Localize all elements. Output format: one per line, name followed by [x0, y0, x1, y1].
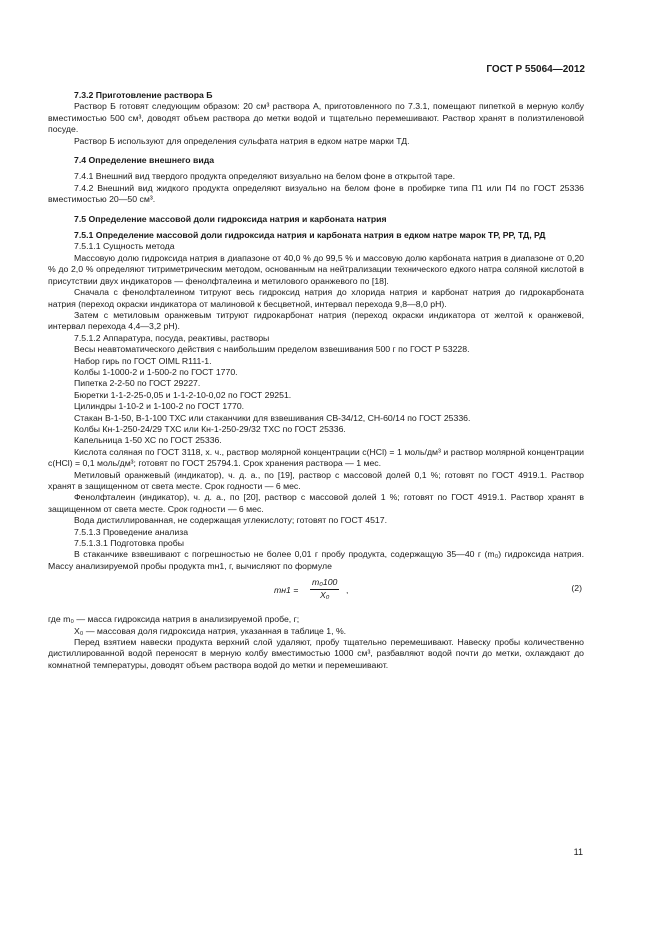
- paragraph: Затем с метиловым оранжевым титруют гидрокарбонат натрия (переход окраски индикатора от желтой к оранжевой, интервал перехода 4,4—3,2 рН).: [48, 309, 584, 332]
- reagent-methyl-orange: Метиловый оранжевый (индикатор), ч. д. а., по [19], раствор с массовой долей 0,1 %; готовят по ГОСТ 4919.1. Раствор хранят в защищенном от света месте. Срок годности — 6 мес.: [48, 469, 584, 491]
- formula-2: [48, 575, 584, 609]
- paragraph: Раствор Б используют для определения сульфата натрия в едком натре марки ТД.: [74, 135, 410, 146]
- equipment-item: Весы неавтоматического действия с наибольшим пределом взвешивания 500 г по ГОСТ Р 53228.: [74, 344, 470, 355]
- page-number: 11: [573, 847, 583, 857]
- equipment-item: Набор гирь по ГОСТ OIML R111-1.: [74, 355, 212, 366]
- equipment-item: Бюретки 1-1-2-25-0,05 и 1-1-2-10-0,02 по ГОСТ 29251.: [74, 389, 292, 400]
- equipment-item: Стакан В-1-50, В-1-100 ТХС или стаканчики для взвешивания СВ-34/12, СН-60/14 по ГОСТ 25336.: [74, 412, 471, 423]
- equipment-item: Колбы 1-1000-2 и 1-500-2 по ГОСТ 1770.: [74, 366, 238, 377]
- paragraph: 7.4.1 Внешний вид твердого продукта определяют визуально на белом фоне в открытой таре.: [74, 171, 456, 182]
- paragraph: В стаканчике взвешивают с погрешностью не более 0,01 г пробу продукта, содержащую 35—40 г (m₀) гидроксида натрия. Массу анализируемой пробы продукта mн1, г, вычисляют по формуле: [48, 549, 584, 571]
- formula-lhs: mн1 =: [274, 585, 299, 596]
- equipment-item: Цилиндры 1-10-2 и 1-100-2 по ГОСТ 1770.: [74, 401, 245, 412]
- subheading-7-5-1-3: 7.5.1.3 Проведение анализа: [74, 526, 189, 537]
- heading-7-5: 7.5 Определение массовой доли гидроксида натрия и карбоната натрия: [74, 213, 387, 224]
- formula-comma: ,: [346, 585, 349, 596]
- paragraph: Сначала с фенолфталеином титруют весь гидроксид натрия до хлорида натрия и карбонат натрия до гидрокарбоната натрия (переход окраски индикатора от малиновой к бесцветной, интервал перехода 9,8—8,0 рН).: [48, 287, 584, 309]
- formula-fraction: [310, 577, 339, 601]
- paragraph: 7.4.2 Внешний вид жидкого продукта определяют визуально на белом фоне в пробирке типа П1 или П4 по ГОСТ 25336 вместимостью 20—50 см³.: [48, 182, 584, 205]
- heading-7-4: 7.4 Определение внешнего вида: [74, 155, 215, 166]
- equipment-item: Колбы Кн-1-250-24/29 ТХС или Кн-1-250-29/32 ТХС по ГОСТ 25336.: [74, 423, 346, 434]
- equipment-item: Капельница 1-50 ХС по ГОСТ 25336.: [74, 435, 222, 446]
- page-content: [48, 90, 584, 671]
- paragraph: Перед взятием навески продукта верхний слой удаляют, пробу тщательно перемешивают. Навеску пробы количественно дистиллированной водой переносят в мерную колбу вместимостью 1000 см³, разбавляют водой почти до метки, охлаждают до комнатной температуры, доводят объем раствора водой до метки и перемешивают.: [48, 637, 584, 670]
- heading-7-5-1: 7.5.1 Определение массовой доли гидроксида натрия и карбоната натрия в едком натре марок ТР, РР, ТД, РД: [74, 230, 546, 241]
- formula-denominator: X₀: [319, 589, 330, 600]
- formula-where-1: где m₀ — масса гидроксида натрия в анализируемой пробе, г;: [48, 614, 300, 625]
- reagent-phenolphthalein: Фенолфталеин (индикатор), ч. д. а., по [20], раствор с массовой долей 1 %; готовят по ГОСТ 4919.1. Раствор хранят в защищенном от света месте. Срок годности — 6 мес.: [48, 492, 584, 514]
- standard-number: ГОСТ Р 55064—2012: [486, 64, 585, 75]
- equation-number: (2): [571, 583, 582, 594]
- subheading-7-5-1-1: 7.5.1.1 Сущность метода: [74, 241, 175, 252]
- paragraph: Массовую долю гидроксида натрия в диапазоне от 40,0 % до 99,5 % и массовую долю карбоната натрия в диапазоне от 0,20 % до 2,0 % определяют титриметрическим методом, основанным на нейтрализации технического едкого натра соляной кислотой в присутствии двух индикаторов — фенолфталеина и метилового оранжевого по [18].: [48, 252, 584, 286]
- equipment-item: Пипетка 2-2-50 по ГОСТ 29227.: [74, 378, 201, 389]
- reagent-hcl: Кислота соляная по ГОСТ 3118, х. ч., раствор молярной концентрации c(HCl) = 1 моль/дм³ и раствор молярной концентрации c(HCl) = 0,1 моль/дм³; готовят по ГОСТ 25794.1. Срок хранения раствора — 1 мес.: [48, 446, 584, 469]
- subheading-7-5-1-3-1: 7.5.1.3.1 Подготовка пробы: [74, 538, 184, 549]
- paragraph: Раствор Б готовят следующим образом: 20 см³ раствора А, приготовленного по 7.3.1, помещают пипеткой в мерную колбу вместимостью 500 см³, доводят объем раствора до метки водой и тщательно перемешивают. Раствор хранят в полиэтиленовой посуде.: [48, 101, 584, 135]
- heading-7-3-2: 7.3.2 Приготовление раствора Б: [74, 90, 213, 100]
- subheading-7-5-1-2: 7.5.1.2 Аппаратура, посуда, реактивы, растворы: [74, 332, 270, 343]
- formula-where-2: X₀ — массовая доля гидроксида натрия, указанная в таблице 1, %.: [74, 625, 347, 636]
- formula-numerator: m₀100: [310, 577, 339, 589]
- reagent-water: Вода дистиллированная, не содержащая углекислоту; готовят по ГОСТ 4517.: [74, 515, 387, 526]
